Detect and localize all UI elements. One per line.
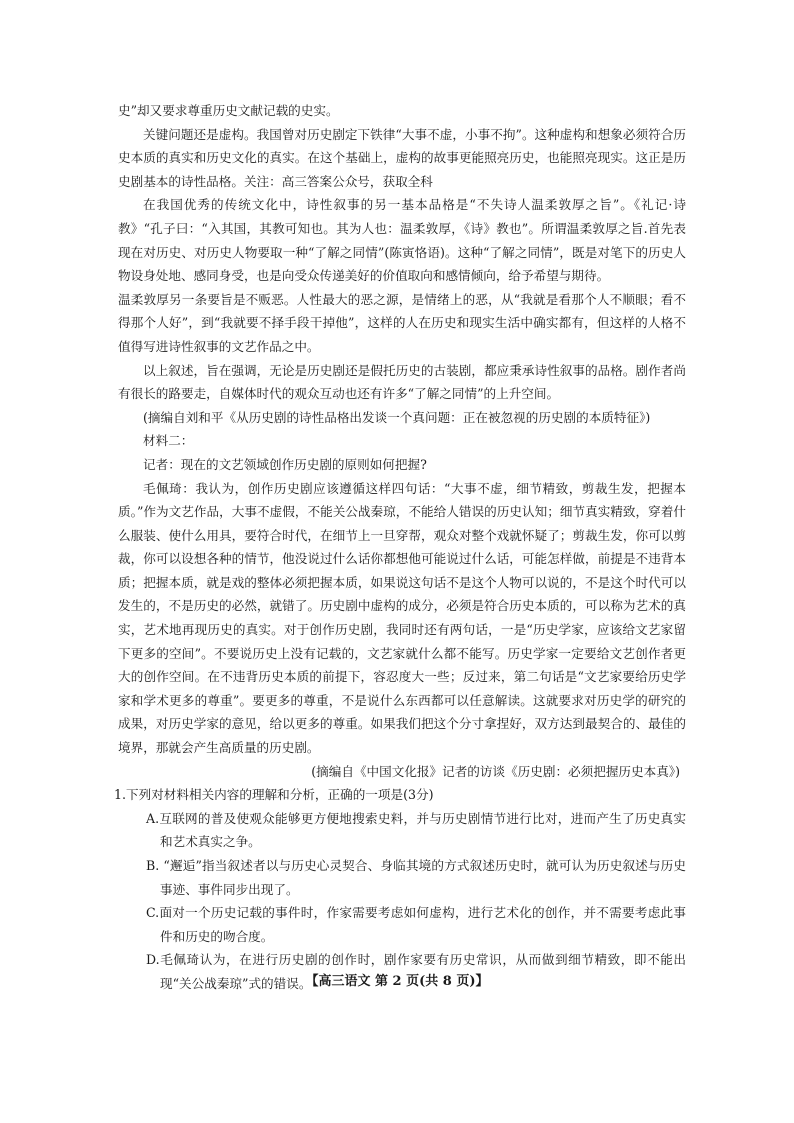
- option-c: C.面对一个历史记载的事件时，作家需要考虑如何虚构，进行艺术化的创作，并不需要考虑此事件和历史的吻合度。: [146, 905, 686, 944]
- option-b: B. “邂逅”指当叙述者以与历史心灵契合、身临其境的方式叙述历史时，就可认为历史叙述与历史事迹、事件同步出现了。: [146, 858, 686, 897]
- page-footer: 【高三语文 第 2 页(共 8 页)】: [305, 974, 489, 989]
- paragraph-continued: 史”却又要求尊重历史文献记载的史实。: [118, 103, 339, 118]
- interview-question: 记者：现在的文艺领域创作历史剧的原则如何把握?: [143, 456, 427, 472]
- paragraph-no-evil: 温柔敦厚另一条要旨是不贩恶。人性最大的恶之源，是情绪上的恶，从“我就是看那个人不顺眼；看不得那个人好”，到“我就要不择手段干掉他”，这样的人在历史和现实生活中确实都有，但这样的人格不值得写进诗性叙事的文艺作品之中。: [118, 291, 686, 354]
- paragraph-summary: 以上叙述，旨在强调，无论是历史剧还是假托历史的古装剧，都应秉承诗性叙事的品格。剧作者尚有很长的路要走，自媒体时代的观众互动也还有许多“了解之同情”的上升空间。: [118, 362, 686, 402]
- source-note-2: (摘编自《中国文化报》记者的访谈《历史剧：必须把握历史本真》): [311, 763, 680, 779]
- page-content: [114, 99, 686, 996]
- question-stem: 1.下列对材料相关内容的理解和分析，正确的一项是(3分): [114, 787, 434, 803]
- paragraph-poetic-tradition: 在我国优秀的传统文化中，诗性叙事的另一基本品格是“不失诗人温柔敦厚之旨”。《礼记·诗教》“孔子曰：“入其国，其教可知也。其为人也：温柔敦厚，《诗》教也”。所谓温柔敦厚之旨.首先表现在对历史、对历史人物要取一种“了解之同情”(陈寅恪语)。这种“了解之同情”，既是对笔下的历史人物设身处地、感同身受，也是向受众传递美好的价值取向和感情倾向，给予希望与期待。: [118, 197, 686, 284]
- interview-answer: 毛佩琦：我认为，创作历史剧应该遵循这样四句话：“大事不虚，细节精致，剪裁生发，把握本质。”作为文艺作品，大事不虚假，不能关公战秦琼，不能给人错误的历史认知；细节真实精致，穿着什么服装、使什么用具，要符合时代，在细节上一旦穿帮，观众对整个戏就怀疑了；剪裁生发，你可以剪裁，你可以设想各种的情节，他没说过什么话你都想他可能说过什么话，可能怎样做，前提是不违背本质；把握本质，就是戏的整体必须把握本质，如果说这句话不是这个人物可以说的，不是这个时代可以发生的，不是历史的必然，就错了。历史剧中虚构的成分，必须是符合历史本质的，可以称为艺术的真实，艺术地再现历史的真实。对于创作历史剧，我同时还有两句话，一是“历史学家，应该给文艺家留下更多的空间”。不要说历史上没有记载的，文艺家就什么都不能写。历史学家一定要给文艺创作者更大的创作空间。在不违背历史本质的前提下，容忍度大一些；反过来，第二句话是“文艺家要给历史学家和学术更多的尊重”。要更多的尊重，不是说什么东西都可以任意解读。这就要求对历史学的研究的成果，对历史学家的意见，给以更多的尊重。如果我们把这个分寸拿捏好，双方达到最契合的、最佳的境界，那就会产生高质量的历史剧。: [118, 480, 686, 756]
- material-two-heading: 材料二：: [143, 433, 194, 449]
- option-d: D.毛佩琦认为，在进行历史剧的创作时，剧作家要有历史常识，从而做到细节精致，即不能出现“关公战秦琼”式的错误。: [146, 952, 686, 991]
- source-note-1: (摘编自刘和平《从历史剧的诗性品格出发谈一个真问题：正在被忽视的历史剧的本质特征》): [143, 409, 651, 425]
- option-a: A.互联网的普及使观众能够更方便地搜索史料，并与历史剧情节进行比对，进而产生了历史真实和艺术真实之争。: [146, 810, 686, 850]
- paragraph-fiction: 关键问题还是虚构。我国曾对历史剧定下铁律“大事不虚，小事不拘”。这种虚构和想象必须符合历史本质的真实和历史文化的真实。在这个基础上，虚构的故事更能照亮历史，也能照亮现实。这正是历史剧基本的诗性品格。关注：高三答案公众号，获取全科: [118, 126, 686, 189]
